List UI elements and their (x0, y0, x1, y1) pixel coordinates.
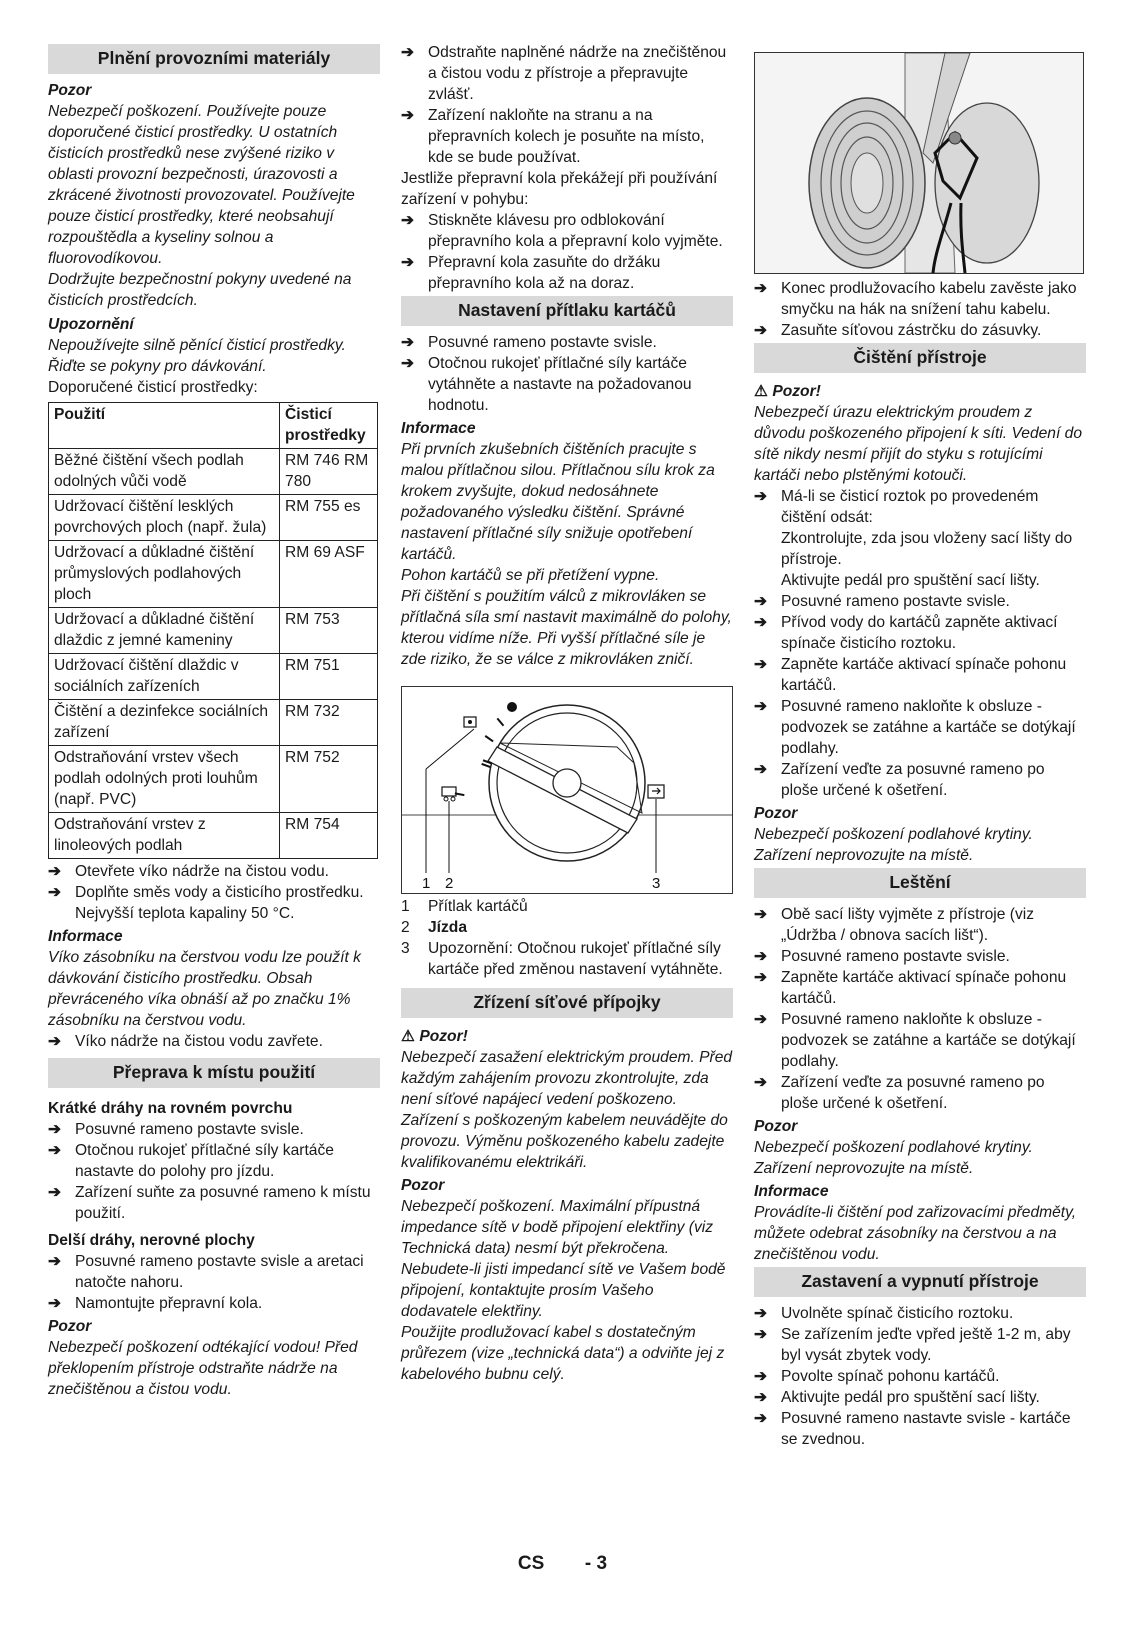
step-item (754, 1009, 1086, 1072)
caution-text: Nebezpečí poškození. Maximální přípustná impedance sítě v bodě připojení elektřiny (viz Technická data) nesmí být překročena. Nebudete-li jisti impedancí sítě ve Vašem bodě připojení, kontaktujte prosím Vašeho dodavatele elektřiny. (401, 1198, 726, 1320)
step-item (754, 904, 1086, 946)
table-cell: Čištění a dezinfekce sociálních zařízení (49, 700, 280, 746)
step-item (48, 1119, 380, 1140)
column-middle (401, 42, 733, 1385)
caution-title: Pozor (48, 1318, 92, 1335)
step-item (754, 654, 1086, 696)
table-row (49, 654, 378, 700)
arrow-icon: ➔ (754, 656, 768, 673)
info-title: Informace (754, 1183, 829, 1200)
step-text: Zařízení veďte za posuvné rameno po ploše určené k ošetření. (781, 761, 1045, 799)
legend-text: Přítlak kartáčů (428, 898, 528, 915)
caution-text: Nebezpečí poškození. Používejte pouze doporučené čisticí prostředky. U ostatních čisticích prostředků nese zvýšené riziko v oblasti provozní bezpečnosti, úrazovosti a zkrácené životnosti provozovatel. Používejte pouze čisticí prostředky, které neobsahují rozpouštědla a kyseliny solnou a fluorovodíkovou. (48, 103, 355, 267)
caution-title: Pozor (754, 805, 798, 822)
table-row (49, 746, 378, 813)
step-text: Posuvné rameno postavte svisle. (781, 948, 1010, 965)
step-text: Stiskněte klávesu pro odblokování přepravního kola a přepravní kolo vyjměte. (428, 212, 723, 250)
step-item (754, 696, 1086, 759)
arrow-icon: ➔ (401, 44, 415, 61)
step-text: Otočnou rukojeť přítlačné síly kartáče vytáhněte a nastavte na požadovanou hodnotu. (428, 355, 692, 414)
caution-title: Pozor (401, 1177, 445, 1194)
section-heading-transport: Přeprava k místu použití (48, 1058, 380, 1088)
step-item (401, 332, 733, 353)
table-cell: Udržovací a důkladné čištění dlaždic z jemné kameniny (49, 608, 280, 654)
arrow-icon: ➔ (754, 593, 768, 610)
step-text: Otevřete víko nádrže na čistou vodu. (75, 863, 329, 880)
step-text: Posuvné rameno nakloňte k obsluze - podvozek se zatáhne a kartáče se dotýkají podlahy. (781, 698, 1076, 757)
paragraph: Jestliže přepravní kola překážejí při používání zařízení v pohybu: (401, 170, 718, 208)
note-text: Nepoužívejte silně pěnící čisticí prostředky. Řiďte se pokyny pro dávkování. (48, 337, 346, 375)
subheading-long-distance: Delší dráhy, nerovné plochy (48, 1232, 255, 1249)
step-item (754, 946, 1086, 967)
step-item (754, 278, 1086, 320)
table-header-row (49, 403, 378, 449)
step-text: Přepravní kola zasuňte do držáku přepravního kola až na doraz. (428, 254, 661, 292)
step-item (401, 105, 733, 168)
arrow-icon: ➔ (754, 969, 768, 986)
legend-text: Upozornění: Otočnou rukojeť přítlačné síly kartáče před změnou nastavení vytáhněte. (428, 940, 723, 978)
step-text: Uvolněte spínač čisticího roztoku. (781, 1305, 1014, 1322)
arrow-icon: ➔ (754, 906, 768, 923)
step-item (754, 1072, 1086, 1114)
step-item (48, 882, 380, 924)
section-heading-stop: Zastavení a vypnutí přístroje (754, 1267, 1086, 1297)
step-item (48, 1140, 380, 1182)
arrow-icon: ➔ (401, 212, 415, 229)
caution-text-2: Dodržujte bezpečnostní pokyny uvedené na čisticích prostředcích. (48, 271, 352, 309)
arrow-icon: ➔ (754, 1410, 768, 1427)
step-text: Doplňte směs vody a čisticího prostředku. Nejvyšší teplota kapaliny 50 °C. (75, 884, 364, 922)
arrow-icon: ➔ (48, 1253, 62, 1270)
legend-item (401, 917, 733, 938)
step-item (754, 486, 1086, 528)
arrow-icon: ➔ (754, 322, 768, 339)
step-item (754, 1408, 1086, 1450)
pressure-dial-drawing (402, 687, 732, 893)
step-text: Posuvné rameno nakloňte k obsluze - podvozek se zatáhne a kartáče se dotýkají podlahy. (781, 1011, 1076, 1070)
table-cell: RM 746 RM 780 (280, 449, 378, 495)
table-cell: RM 69 ASF (280, 541, 378, 608)
step-text: Posuvné rameno postavte svisle. (75, 1121, 304, 1138)
caution-text: Nebezpečí poškození podlahové krytiny. Zařízení neprovozujte na místě. (754, 826, 1033, 864)
step-text: Posuvné rameno nastavte svisle - kartáče se zvednou. (781, 1410, 1071, 1448)
step-text: Konec prodlužovacího kabelu zavěste jako smyčku na hák na snížení tahu kabelu. (781, 280, 1077, 318)
column-left (48, 42, 380, 1400)
warning-icon: ⚠ (401, 1028, 415, 1045)
arrow-icon: ➔ (754, 488, 768, 505)
arrow-icon: ➔ (48, 1184, 62, 1201)
arrow-icon: ➔ (754, 948, 768, 965)
info-title: Informace (401, 420, 476, 437)
arrow-icon: ➔ (754, 1011, 768, 1028)
caution-title: Pozor (48, 82, 92, 99)
arrow-icon: ➔ (754, 614, 768, 631)
plus-icon (507, 702, 517, 712)
figure-label-1: 1 (422, 875, 431, 892)
table-cell: RM 732 (280, 700, 378, 746)
info-text: Pohon kartáčů se při přetížení vypne. (401, 567, 660, 584)
arrow-icon: ➔ (48, 1142, 62, 1159)
subheading-short-distance: Krátké dráhy na rovném povrchu (48, 1100, 293, 1117)
step-text: Se zařízením jeďte vpřed ještě 1-2 m, aby byl vysát zbytek vody. (781, 1326, 1071, 1364)
table-cell: RM 755 es (280, 495, 378, 541)
arrow-icon: ➔ (401, 107, 415, 124)
arrow-icon: ➔ (754, 1326, 768, 1343)
column-right (754, 42, 1086, 1450)
step-text: Má-li se čisticí roztok po provedeném čištění odsát: (781, 488, 1039, 526)
dial-mark: II (477, 757, 496, 771)
caution-text: Nebezpečí poškození odtékající vodou! Před překlopením přístroje odstraňte nádrže na znečištěnou a čistou vodu. (48, 1339, 358, 1398)
warning-title (401, 1026, 733, 1047)
warning-icon: ⚠ (754, 383, 768, 400)
step-item (754, 759, 1086, 801)
arrow-icon: ➔ (401, 334, 415, 351)
step-item (754, 612, 1086, 654)
arrow-icon: ➔ (754, 1074, 768, 1091)
section-heading-polishing: Leštění (754, 868, 1086, 898)
step-text: Obě sací lišty vyjměte z přístroje (viz „Údržba / obnova sacích lišt“). (781, 906, 1035, 944)
step-text: Povolte spínač pohonu kartáčů. (781, 1368, 1000, 1385)
table-row (49, 608, 378, 654)
step-text: Otočnou rukojeť přítlačné síly kartáče nastavte do polohy pro jízdu. (75, 1142, 334, 1180)
step-item (48, 1031, 380, 1052)
info-text: Víko zásobníku na čerstvou vodu lze použít k dávkování čisticího prostředku. Obsah převráceného víka obnáší až po značku 1% zásobníku na čerstvou vodu. (48, 949, 361, 1029)
step-text: Zařízení veďte za posuvné rameno po ploše určené k ošetření. (781, 1074, 1045, 1112)
arrow-icon: ➔ (48, 884, 62, 901)
recommended-label: Doporučené čisticí prostředky: (48, 379, 258, 396)
table-cell: RM 754 (280, 813, 378, 859)
info-title: Informace (48, 928, 123, 945)
note-title: Upozornění (48, 316, 134, 333)
arrow-icon: ➔ (754, 280, 768, 297)
step-text: Zasuňte síťovou zástrčku do zásuvky. (781, 322, 1042, 339)
footer-language: CS (517, 1553, 545, 1574)
footer-page-number: - 3 (584, 1553, 608, 1574)
brush-pressure-icon (464, 717, 476, 727)
figure-label-2: 2 (445, 875, 454, 892)
dial-mark: I (451, 790, 468, 798)
table-header-detergent: Čisticí prostředky (280, 403, 378, 449)
step-text: Aktivujte pedál pro spuštění sací lišty. (781, 1389, 1040, 1406)
step-text: Namontujte přepravní kola. (75, 1295, 263, 1312)
table-cell: RM 752 (280, 746, 378, 813)
table-header-usage: Použití (49, 403, 280, 449)
info-text: Při čištění s použitím válců z mikrovláken se přítlačná síla smí nastavit maximálně do polohy, kterou vidíme níže. Při vyšší přítlačné síle je zde riziko, že se válce z mikrovláken zničí. (401, 588, 732, 668)
step-text: Přívod vody do kartáčů zapněte aktivací spínače čisticího roztoku. (781, 614, 1058, 652)
step-text: Zapněte kartáče aktivací spínače pohonu kartáčů. (781, 969, 1067, 1007)
table-cell: RM 751 (280, 654, 378, 700)
table-row (49, 813, 378, 859)
pressure-dial-figure (401, 686, 733, 894)
dial-mark: I (481, 732, 497, 745)
table-row (49, 541, 378, 608)
caution-title: Pozor (754, 1118, 798, 1135)
step-text: Zapněte kartáče aktivací spínače pohonu kartáčů. (781, 656, 1067, 694)
cable-hook-figure (754, 52, 1084, 274)
section-heading-cleaning: Čištění přístroje (754, 343, 1086, 373)
legend-number: 2 (401, 919, 410, 936)
table-cell: Udržovací čištění lesklých povrchových ploch (např. žula) (49, 495, 280, 541)
arrow-icon: ➔ (48, 1121, 62, 1138)
legend-number: 1 (401, 898, 410, 915)
legend-item (401, 896, 733, 917)
step-item (754, 1387, 1086, 1408)
table-row (49, 495, 378, 541)
warning-text: Nebezpečí zasažení elektrickým proudem. Před každým zahájením provozu zkontrolujte, zda není síťové napájecí vedení poškozeno. Zařízení s poškozeným kabelem neuvádějte do provozu. Výměnu poškozeného kabelu zadejte kvalifikovanému elektrikáři. (401, 1049, 733, 1171)
caution-text: Nebezpečí poškození podlahové krytiny. Zařízení neprovozujte na místě. (754, 1139, 1033, 1177)
table-cell: Běžné čištění všech podlah odolných vůči vodě (49, 449, 280, 495)
warning-title-text: Pozor! (772, 383, 821, 400)
arrow-icon: ➔ (754, 1368, 768, 1385)
step-text: Odstraňte naplněné nádrže na znečištěnou a čistou vodu z přístroje a přepravujte zvlášť. (428, 44, 727, 103)
table-cell: Odstraňování vrstev z linoleových podlah (49, 813, 280, 859)
cable-hook-drawing (755, 53, 1083, 273)
warning-title-text: Pozor! (419, 1028, 468, 1045)
legend-item (401, 938, 733, 980)
step-text: Posuvné rameno postavte svisle. (781, 593, 1010, 610)
arrow-icon: ➔ (48, 1033, 62, 1050)
arrow-icon: ➔ (754, 1305, 768, 1322)
step-item (754, 320, 1086, 341)
section-heading-mains: Zřízení síťové přípojky (401, 988, 733, 1018)
arrow-icon: ➔ (401, 355, 415, 372)
detergent-table (48, 402, 378, 859)
table-row (49, 700, 378, 746)
table-cell: Udržovací a důkladné čištění průmyslových podlahových ploch (49, 541, 280, 608)
table-cell: RM 753 (280, 608, 378, 654)
step-item (401, 210, 733, 252)
arrow-icon: ➔ (48, 863, 62, 880)
caution-text: Použijte prodlužovací kabel s dostatečným průřezem (vize „technická data“) a odviňte jej z kabelového bubnu celý. (401, 1324, 725, 1383)
step-item (401, 42, 733, 105)
step-item (48, 1293, 380, 1314)
step-item (48, 861, 380, 882)
step-subtext: Aktivujte pedál pro spuštění sací lišty. (781, 572, 1040, 589)
arrow-icon: ➔ (754, 761, 768, 778)
arrow-icon: ➔ (401, 254, 415, 271)
step-text: Posuvné rameno postavte svisle. (428, 334, 657, 351)
step-item (401, 353, 733, 416)
step-item (754, 1366, 1086, 1387)
step-text: Víko nádrže na čistou vodu zavřete. (75, 1033, 323, 1050)
legend-text: Jízda (428, 919, 467, 936)
arrow-icon: ➔ (754, 698, 768, 715)
page-footer (0, 1553, 1125, 1575)
table-row (49, 449, 378, 495)
step-text: Zařízení suňte za posuvné rameno k místu použití. (75, 1184, 371, 1222)
step-item (754, 967, 1086, 1009)
step-item (401, 252, 733, 294)
info-text: Provádíte-li čištění pod zařizovacími předměty, můžete odebrat zásobníky na čerstvou a na znečištěnou vodu. (754, 1204, 1077, 1263)
dial-mark: I (493, 714, 507, 730)
step-item (754, 1324, 1086, 1366)
section-heading-filling: Plnění provozními materiály (48, 44, 380, 74)
section-heading-pressure: Nastavení přítlaku kartáčů (401, 296, 733, 326)
step-item (754, 591, 1086, 612)
step-item (754, 1303, 1086, 1324)
arrow-icon: ➔ (754, 1389, 768, 1406)
step-item (48, 1182, 380, 1224)
warning-title (754, 381, 1086, 402)
pull-knob-icon (648, 785, 664, 798)
legend-number: 3 (401, 940, 410, 957)
warning-text: Nebezpečí úrazu elektrickým proudem z důvodu poškozeného připojení k síti. Vedení do sítě nikdy nesmí přijít do styku s rotujícími kartáči nebo plstěnými kotouči. (754, 404, 1082, 484)
arrow-icon: ➔ (48, 1295, 62, 1312)
step-item (48, 1251, 380, 1293)
figure-label-3: 3 (652, 875, 661, 892)
step-subtext: Zkontrolujte, zda jsou vloženy sací lišty do přístroje. (781, 530, 1073, 568)
info-text: Při prvních zkušebních čištěních pracujte s malou přítlačnou silou. Přítlačnou sílu krok za krokem zvyšujte, dokud nedosáhnete požadovaného výsledku čištění. Správné nastavení přítlačné síly snižuje opotřebení kartáčů. (401, 441, 715, 563)
step-text: Posuvné rameno postavte svisle a aretaci natočte nahoru. (75, 1253, 364, 1291)
table-cell: Udržovací čištění dlaždic v sociálních zařízeních (49, 654, 280, 700)
table-cell: Odstraňování vrstev všech podlah odolných proti louhům (např. PVC) (49, 746, 280, 813)
step-text: Zařízení nakloňte na stranu a na přepravních kolech je posuňte na místo, kde se bude používat. (428, 107, 705, 166)
